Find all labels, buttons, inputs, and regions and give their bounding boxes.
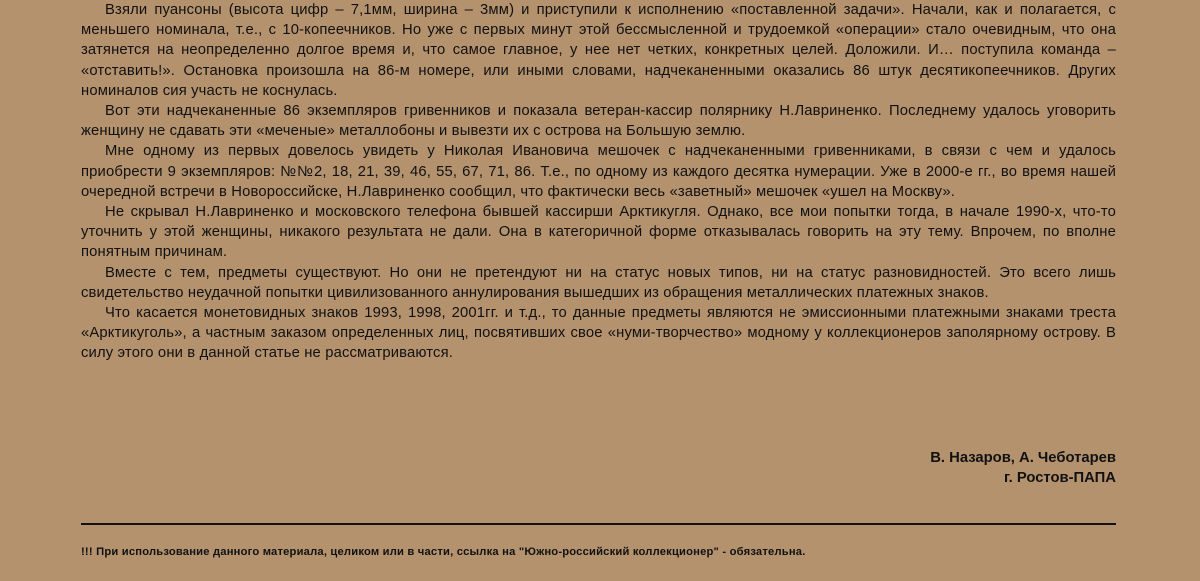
article-paragraph: Мне одному из первых довелось увидеть у Николая Ивановича мешочек с надчеканенными гривенниками, в связи с чем и удалось приобрести 9 экземпляров: №№2, 18, 21, 39, 46, 55, 67, 71, 86. Т.е., по одному из каждого десятка нумерации. Уже в 2000-е гг., во время нашей очередной встречи в Новороссийске, Н.Лавриненко сообщил, что фактически весь «заветный» мешочек «ушел на Москву».: [81, 143, 1116, 200]
signature-block: [930, 448, 1116, 488]
article-paragraph: Что касается монетовидных знаков 1993, 1998, 2001гг. и т.д., то данные предметы являются не эмиссионными платежными знаками треста «Арктикуголь», а частным заказом определенных лиц, посвятивших свое «нуми-творчество» модному у коллекционеров заполярному острову. В силу этого они в данной статье не рассматриваются.: [81, 305, 1116, 362]
article-body: [81, 0, 1116, 364]
article-paragraph: Взяли пуансоны (высота цифр – 7,1мм, ширина – 3мм) и приступили к исполнению «поставленной задачи». Начали, как и полагается, с меньшего номинала, т.е., с 10-копеечников. Но уже с первых минут этой бессмысленной и трудоемкой «операции» стало очевидным, что она затянется на неопределенно долгое время и, что самое главное, у нее нет четких, конкретных целей. Доложили. И… поступила команда – «отставить!». Остановка произошла на 86-м номере, или иными словами, надчеканенными оказались 86 штук десятикопеечников. Других номиналов сия участь не коснулась.: [81, 2, 1116, 99]
signature-authors: В. Назаров, А. Чеботарев: [930, 450, 1116, 466]
article-paragraph: Вот эти надчеканенные 86 экземпляров гривенников и показала ветеран-кассир полярнику Н.Лавриненко. Последнему удалось уговорить женщину не сдавать эти «меченые» металлобоны и вывезти их с острова на Большую землю.: [81, 103, 1116, 140]
signature-city: г. Ростов-ПАПА: [1003, 470, 1116, 486]
footer-divider: [81, 523, 1116, 525]
article-paragraph: Вместе с тем, предметы существуют. Но они не претендуют ни на статус новых типов, ни на статус разновидностей. Это всего лишь свидетельство неудачной попытки цивилизованного аннулирования вышедших из обращения металлических платежных знаков.: [81, 264, 1116, 301]
copyright-note: !!! При использование данного материала, целиком или в части, ссылка на "Южно-российский коллекционер" - обязательна.: [81, 546, 806, 558]
article-paragraph: Не скрывал Н.Лавриненко и московского телефона бывшей кассирши Арктикугля. Однако, все мои попытки тогда, в начале 1990-х, что-то уточнить у этой женщины, никакого результата не дали. Она в категоричной форме отказывалась говорить на эту тему. Впрочем, по вполне понятным причинам.: [81, 204, 1116, 261]
